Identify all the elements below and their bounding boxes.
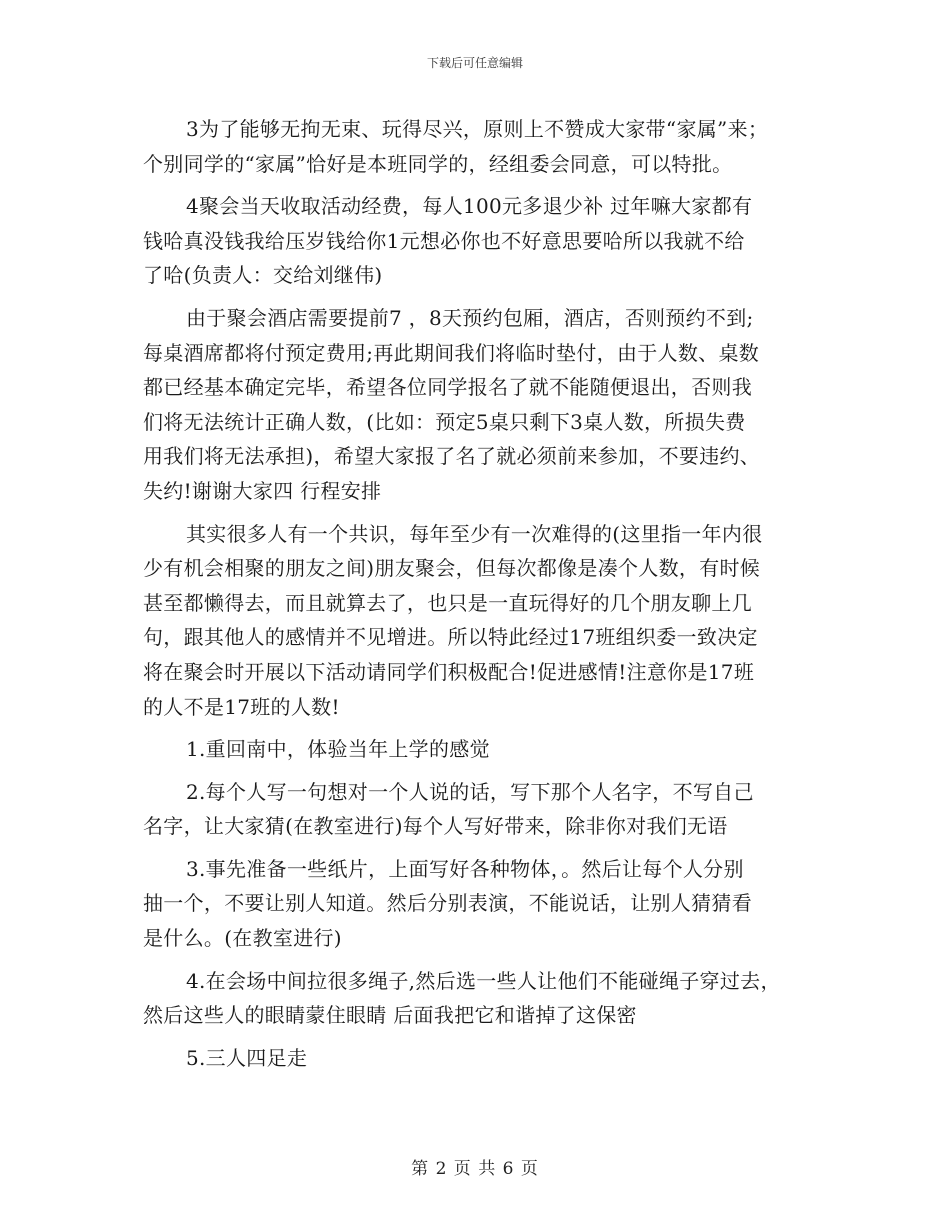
text-line: 是什么。(在教室进行) bbox=[143, 926, 342, 951]
text-line: 少有机会相聚的朋友之间)朋友聚会，但每次都像是凑个人数，有时候 bbox=[143, 556, 761, 581]
text-line: 句，跟其他人的感情并不见增进。所以特此经过17班组织委一致决定 bbox=[143, 625, 758, 650]
text-line: 5.三人四足走 bbox=[186, 1045, 308, 1070]
text-line: 1.重回南中，体验当年上学的感觉 bbox=[186, 737, 490, 762]
text-line: 4.在会场中间拉很多绳子,然后选一些人让他们不能碰绳子穿过去， bbox=[186, 968, 781, 993]
page-number: 第 2 页 共 6 页 bbox=[411, 1159, 539, 1179]
text-line: 将在聚会时开展以下活动请同学们积极配合!促进感情!注意你是17班 bbox=[143, 659, 755, 684]
text-line: 每桌酒席都将付预定费用;再此期间我们将临时垫付，由于人数、桌数 bbox=[143, 340, 760, 365]
text-line: 名字，让大家猜(在教室进行)每个人写好带来，除非你对我们无语 bbox=[143, 814, 728, 839]
paragraph bbox=[143, 852, 813, 956]
text-line: 用我们将无法承担)，希望大家报了名了就必须前来参加，不要违约、 bbox=[143, 444, 761, 469]
text-line: 了哈(负责人：交给刘继伟) bbox=[143, 263, 383, 288]
page-header-note: 下载后可任意编辑 bbox=[426, 56, 523, 70]
text-line: 都已经基本确定完毕，希望各位同学报名了就不能随便退出，否则我 bbox=[143, 375, 752, 400]
text-line: 由于聚会酒店需要提前7 ，8天预约包厢，酒店，否则预约不到; bbox=[186, 305, 754, 330]
paragraph bbox=[143, 732, 813, 767]
text-line: 4聚会当天收取活动经费，每人100元多退少补 过年嘛大家都有 bbox=[186, 194, 753, 219]
text-line: 然后这些人的眼睛蒙住眼睛 后面我把它和谐掉了这保密 bbox=[143, 1003, 637, 1028]
paragraph bbox=[143, 775, 813, 844]
text-line: 3为了能够无拘无束、玩得尽兴，原则上不赞成大家带“家属”来； bbox=[186, 117, 769, 141]
paragraph bbox=[143, 1041, 813, 1076]
paragraph bbox=[143, 964, 813, 1033]
text-line: 其实很多人有一个共识，每年至少有一次难得的(这里指一年内很 bbox=[186, 521, 763, 546]
text-line: 个别同学的“家属”恰好是本班同学的，经组委会同意，可以特批。 bbox=[143, 151, 733, 176]
text-line: 2.每个人写一句想对一个人说的话，写下那个人名字，不写自己 bbox=[186, 779, 754, 804]
text-line: 的人不是17班的人数! bbox=[143, 694, 340, 719]
paragraph bbox=[143, 112, 813, 181]
paragraph bbox=[143, 517, 813, 725]
text-line: 甚至都懒得去，而且就算去了，也只是一直玩得好的几个朋友聊上几 bbox=[143, 590, 752, 615]
text-line: 3.事先准备一些纸片，上面写好各种物体，。然后让每个人分别 bbox=[186, 856, 744, 881]
text-line: 钱哈真没钱我给压岁钱给你1元想必你也不好意思要哈所以我就不给 bbox=[143, 228, 745, 253]
text-line: 失约!谢谢大家四 行程安排 bbox=[143, 478, 382, 503]
paragraph bbox=[143, 189, 813, 293]
text-line: 们将无法统计正确人数，(比如：预定5桌只剩下3桌人数，所损失费 bbox=[143, 409, 746, 434]
text-line: 抽一个，不要让别人知道。然后分别表演，不能说话，让别人猜猜看 bbox=[143, 891, 752, 916]
document-body bbox=[143, 112, 813, 1083]
paragraph bbox=[143, 301, 813, 509]
